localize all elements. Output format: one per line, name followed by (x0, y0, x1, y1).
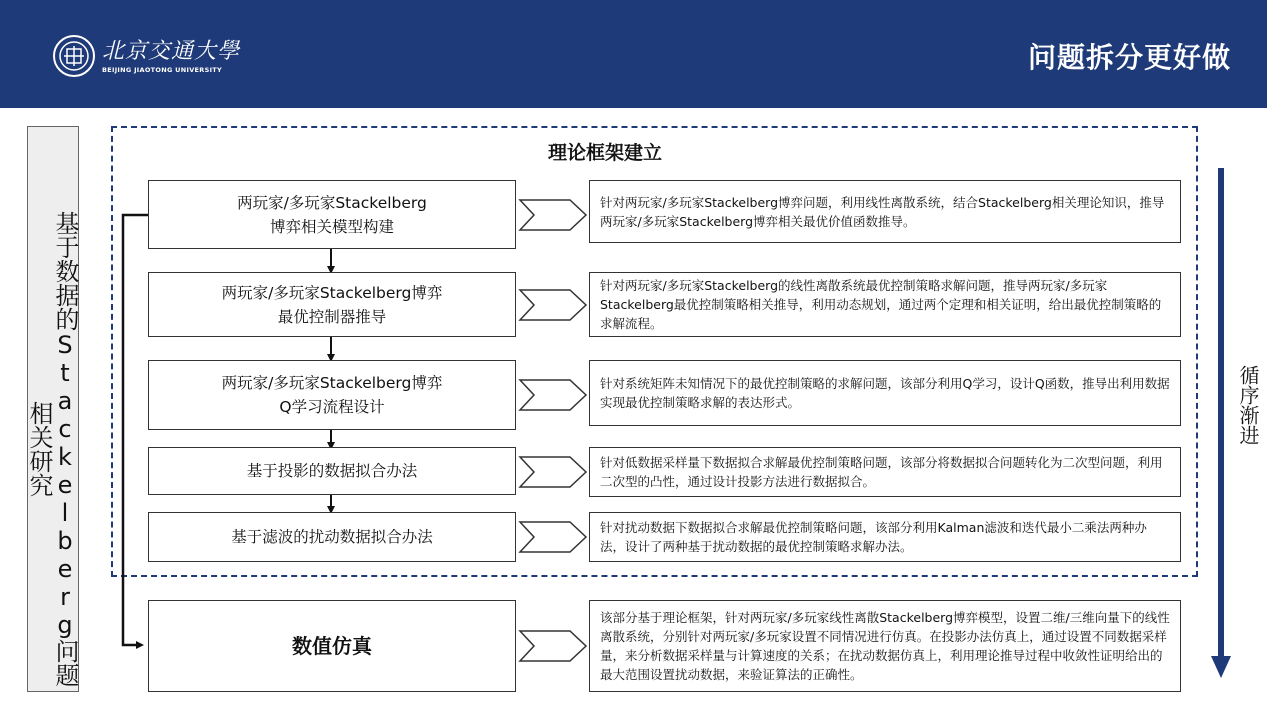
university-seal-icon (52, 34, 96, 78)
page-title: 问题拆分更好做 (1027, 41, 1231, 74)
step-1-description: 针对两玩家/多玩家Stackelberg博弈问题，利用线性离散系统，结合Stackelberg相关理论知识，推导两玩家/多玩家Stackelberg博弈相关最优价值函数推导。 (600, 194, 1165, 229)
step-3-line-2: Q学习流程设计 (279, 398, 385, 416)
step-box-controller-derivation (148, 272, 516, 337)
desc-box-projection-fitting (589, 447, 1181, 497)
step-1-line-1: 两玩家/多玩家Stackelberg (237, 193, 427, 212)
side-label-box (27, 126, 79, 692)
step-box-q-learning (148, 360, 516, 430)
step-2-description: 针对两玩家/多玩家Stackelberg的线性离散系统最优控制策略求解问题，推导两玩家/多玩家Stackelberg最优控制策略相关推导，利用动态规划，通过两个定理和相关证明，给出最优控制策略的求解流程。 (600, 278, 1162, 331)
step-2-line-1: 两玩家/多玩家Stackelberg博弈 (221, 283, 443, 302)
step-box-numerical-simulation (148, 600, 516, 692)
step-3-line-1: 两玩家/多玩家Stackelberg博弈 (221, 374, 443, 392)
step-box-filter-fitting (148, 512, 516, 562)
step-box-model-building (148, 180, 516, 249)
step-5-label: 基于滤波的扰动数据拟合办法 (231, 528, 433, 546)
step-1-line-2: 博弈相关模型构建 (269, 217, 394, 236)
side-label-text: 基于数据的Stackelberg问题相关研究 (25, 211, 79, 687)
desc-box-controller-derivation (589, 272, 1181, 337)
chevron-arrow-icon (518, 288, 588, 322)
step-6-description: 该部分基于理论框架，针对两玩家/多玩家线性离散Stackelberg博弈模型，设置二维/三维向量下的线性离散系统，分别针对两玩家/多玩家设置不同情况进行仿真。在投影办法仿真上，通过设置不同数据采样量，来分析数据采样量与计算速度的关系；在扰动数据仿真上，利用理论推导过程中收敛性证明给出的最大范围设置扰动数据，来验证算法的正确性。 (600, 610, 1170, 682)
framework-title: 理论框架建立 (548, 142, 663, 164)
progression-arrow-icon (1210, 168, 1234, 680)
chevron-arrow-icon (518, 520, 588, 554)
desc-box-model-building (589, 180, 1181, 243)
desc-box-numerical-simulation (589, 600, 1181, 692)
chevron-arrow-icon (518, 198, 588, 232)
step-6-label: 数值仿真 (292, 634, 372, 658)
chevron-arrow-icon (518, 629, 588, 663)
university-name-cn: 北京交通大學 (102, 39, 241, 64)
step-box-projection-fitting (148, 447, 516, 495)
desc-box-q-learning (589, 360, 1181, 426)
progression-label: 循序渐进 (1236, 365, 1260, 445)
university-logo (52, 34, 242, 82)
desc-box-filter-fitting (589, 512, 1181, 562)
chevron-arrow-icon (518, 378, 588, 412)
step-3-description: 针对系统矩阵未知情况下的最优控制策略的求解问题，该部分利用Q学习，设计Q函数，推导出利用数据实现最优控制策略求解的表达形式。 (600, 376, 1170, 410)
step-2-line-2: 最优控制器推导 (277, 307, 387, 326)
step-5-description: 针对扰动数据下数据拟合求解最优控制策略问题，该部分利用Kalman滤波和迭代最小二乘法两种办法，设计了两种基于扰动数据的最优控制策略求解办法。 (600, 520, 1147, 554)
step-4-description: 针对低数据采样量下数据拟合求解最优控制策略问题，该部分将数据拟合问题转化为二次型问题，利用二次型的凸性，通过设计投影方法进行数据拟合。 (600, 455, 1163, 489)
header-bar (0, 0, 1267, 108)
step-4-label: 基于投影的数据拟合办法 (246, 462, 418, 480)
university-name-en: BEIJING JIAOTONG UNIVERSITY (102, 66, 223, 74)
chevron-arrow-icon (518, 455, 588, 489)
